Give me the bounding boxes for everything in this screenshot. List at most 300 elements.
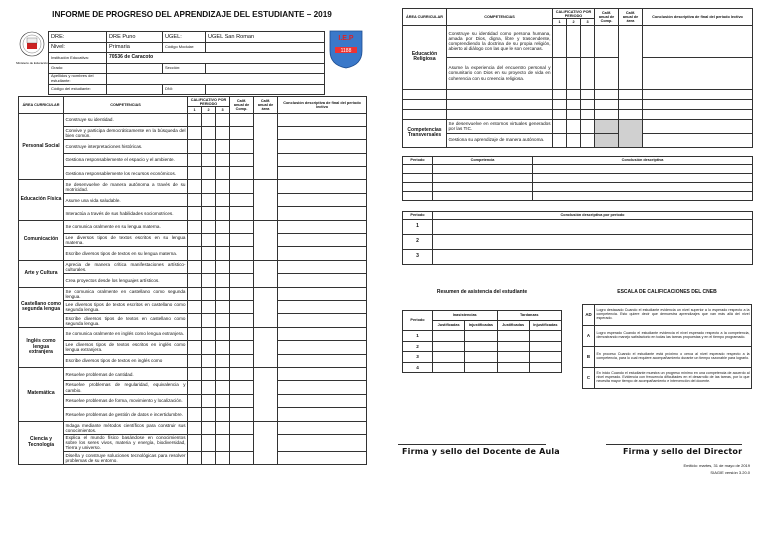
grade-annual-competencia (230, 327, 254, 340)
grade-annual-area (254, 113, 278, 180)
grade-period-2 (202, 381, 216, 394)
pc-cell (433, 182, 533, 191)
area-name: Comunicación (19, 220, 64, 260)
grade-period-2 (202, 394, 216, 407)
area-name: Educación Física (19, 180, 64, 220)
competencia-row (19, 140, 367, 153)
pc-cell (433, 173, 533, 182)
asistencia-row (403, 362, 562, 373)
grade-annual-competencia (230, 367, 254, 380)
competencia-text: Construye su identidad como persona humana, amada por Dios, digna, libre y trascendente, comprendiendo la doctrina de su propia religión, abierto al diálogo con las que le son cercanas. (447, 25, 553, 57)
conclusion-cell (643, 133, 753, 147)
competencia-text: Gestiona responsablemente los recursos económicos. (64, 167, 188, 180)
grade-period-2 (202, 260, 216, 273)
conclusion-cell (278, 354, 367, 367)
pc-competencia-header: Competencia (433, 156, 533, 164)
grade-period-3 (216, 381, 230, 394)
grade-period-3 (216, 327, 230, 340)
conclusion-cell (278, 287, 367, 300)
student-info-table (48, 31, 325, 95)
conclusion-cell (278, 381, 367, 394)
escala-description: En proceso Cuando el estudiante está próximo o cerca al nivel esperado respecto a la competencia, para lo cual requiere acompañamiento durante un tiempo razonable para lograrlo. (595, 347, 752, 368)
period-2-header: 2 (202, 107, 216, 113)
conclusion-cell (278, 140, 367, 153)
grade-period-2 (202, 220, 216, 233)
seccion-value (206, 63, 325, 74)
conclusion-header: Conclusión descriptiva de final del periodo lectivo (278, 97, 367, 114)
asistencia-cell (497, 362, 529, 373)
competencia-row (19, 381, 367, 394)
area-name: Castellano como segunda lengua (19, 287, 64, 327)
grade-annual-competencia (230, 234, 254, 247)
grade-period-1 (188, 381, 202, 394)
asistencia-title: Resumen de asistencia del estudiante (436, 289, 528, 295)
competencia-text: Escribe diversos tipos de textos en inglés como (64, 354, 188, 367)
conclusion-cell (278, 167, 367, 180)
grade-annual-competencia (230, 341, 254, 354)
grade-annual-competencia (230, 113, 254, 126)
as-tardanzas-header: Tardanzas (497, 311, 562, 321)
grade-period-3 (216, 367, 230, 380)
grade-period-2 (202, 167, 216, 180)
blank-row (403, 99, 753, 109)
as-justificadas-header: Justificadas (433, 321, 465, 331)
competencia-text: Lee diversos tipos de textos escritos en castellano como segunda lengua. (65, 302, 186, 313)
pc-periodo-header: Periodo (403, 156, 433, 164)
grade-annual-area (254, 327, 278, 367)
grade-period-2 (202, 327, 216, 340)
calif-anual-header: Calif. anual de Comp. (230, 97, 254, 114)
grade-period-3 (216, 113, 230, 126)
ie-value: 70536 de Caracoto (107, 53, 325, 64)
pc-cell (403, 191, 433, 200)
conclusion-cell (643, 99, 753, 109)
religion-table (402, 8, 753, 148)
grade-period-1 (188, 126, 202, 139)
pc-cell (403, 182, 433, 191)
grade-period-3 (216, 341, 230, 354)
grade-period-2 (202, 421, 216, 434)
pc-cell (533, 191, 753, 200)
r-area-header: ÁREA CURRICULAR (403, 9, 447, 26)
escala-grade: C (583, 368, 595, 389)
nivel-label: Nivel: (49, 42, 107, 53)
escala-row (583, 347, 752, 368)
competencia-row (19, 354, 367, 367)
apellidos-label: Apellidos y nombres del estudiante: (49, 74, 107, 85)
conclusion-cell (278, 207, 367, 220)
pc-cell (433, 191, 533, 200)
pc-cell (533, 164, 753, 173)
competencias-table (18, 96, 367, 465)
grade-period-2 (202, 408, 216, 421)
grade-period-1 (188, 260, 202, 273)
asistencia-cell (433, 362, 465, 373)
grade-annual-competencia (230, 314, 254, 327)
as-periodo-header: Periodo (403, 311, 433, 331)
grade-annual-competencia (595, 99, 619, 109)
grade-annual-competencia (230, 193, 254, 206)
asistencia-table (402, 310, 562, 373)
calif-area-header: Calif. anual de área (254, 97, 278, 114)
conclusion-cell (278, 260, 367, 273)
grade-period-3 (581, 109, 595, 119)
director-signature-line (606, 444, 742, 445)
conclusion-cell (278, 394, 367, 407)
grade-annual-competencia (230, 434, 254, 451)
competencia-row (19, 421, 367, 434)
grade-period-3 (216, 260, 230, 273)
competencia-row (19, 207, 367, 220)
grade-period-1 (188, 434, 202, 451)
grade-annual-area (254, 220, 278, 260)
competencia-text: Construye interpretaciones históricas. (64, 140, 188, 153)
escala-table (582, 304, 752, 389)
area-name: Arte y Cultura (19, 260, 64, 287)
codigo-modular-label: Código Modular: (163, 42, 206, 53)
competencia-row (19, 341, 367, 354)
grade-period-1 (188, 247, 202, 260)
competencia-text: Asume la experiencia del encuentro personal y comunitario con Dios en su proyecto de vida en coherencia con su creencia religiosa. (447, 57, 553, 89)
grade-annual-competencia (230, 247, 254, 260)
conclusion-cell (278, 314, 367, 327)
grade-annual-competencia (595, 25, 619, 57)
conclusion-cell (278, 153, 367, 166)
asistencia-periodo: 1 (403, 331, 433, 342)
pc-cell (533, 182, 753, 191)
area-name: Personal Social (19, 113, 64, 180)
school-logo-text: I.E.P (338, 35, 354, 42)
competencia-row (19, 247, 367, 260)
director-signature-label: Firma y sello del Director (623, 447, 743, 456)
conclusion-cell (278, 113, 367, 126)
grade-period-1 (188, 354, 202, 367)
conclusion-cell (278, 434, 367, 451)
asistencia-cell (433, 341, 465, 352)
as-justificadas-header-2: Justificadas (497, 321, 529, 331)
competencia-text: Indaga mediante métodos científicos para construir sus conocimientos. (65, 422, 186, 433)
grade-annual-competencia (230, 394, 254, 407)
grade-annual-area (619, 119, 643, 147)
apellidos-value (107, 74, 325, 85)
competencia-text (447, 99, 553, 109)
asistencia-cell (497, 352, 529, 363)
asistencia-cell (433, 352, 465, 363)
competencia-row (19, 367, 367, 380)
r-calificativo-header: CALIFICATIVO POR PERIODO (553, 9, 595, 19)
pc-conclusion-header: Conclusión descriptiva (533, 156, 753, 164)
conclusion-cell (643, 109, 753, 119)
area-header: ÁREA CURRICULAR (19, 97, 64, 114)
blank-row (403, 109, 753, 119)
grade-period-3 (581, 89, 595, 99)
conclusion-cell (278, 220, 367, 233)
asistencia-cell (529, 331, 561, 342)
blank-row (403, 89, 753, 99)
grade-period-1 (553, 133, 567, 147)
competencia-row (403, 25, 753, 57)
pc-cell (433, 164, 533, 173)
competencia-row (19, 300, 367, 313)
competencia-row (19, 220, 367, 233)
grade-period-2 (202, 287, 216, 300)
grade-period-1 (188, 314, 202, 327)
competencia-text: Gestiona responsablemente el espacio y el ambiente. (64, 153, 188, 166)
ministry-logo (18, 22, 46, 74)
r-calif-anual-header: Calif. anual de Comp. (595, 9, 619, 26)
grade-annual-competencia (230, 140, 254, 153)
grade-period-1 (188, 207, 202, 220)
grade-annual-competencia (595, 119, 619, 133)
escala-grade: A (583, 326, 595, 347)
escala-grade: AD (583, 305, 595, 326)
asistencia-cell (529, 341, 561, 352)
competencia-row (19, 408, 367, 421)
grade-period-2 (202, 207, 216, 220)
competencia-text: Resuelve problemas de regularidad, equivalencia y cambio. (65, 382, 186, 393)
ministry-logo-text: Ministerio de Educación (16, 61, 48, 65)
competencia-text: Se desenvuelve en entornos virtuales generados por las TIC. (448, 120, 551, 132)
escala-description: En inicio Cuando el estudiante muestra un progreso mínimo en una competencia de acuerdo al nivel esperado. Evidencia con frecuencia dificultades en el desarrollo de las tareas, por lo que necesita mayor tiempo de acompañamiento e intervención del docente. (595, 368, 752, 389)
grade-period-2 (567, 89, 581, 99)
competencia-text: Se desenvuelve de manera autónoma a través de su motricidad. (65, 181, 186, 192)
pd-cell (433, 219, 753, 234)
codigo-est-label: Código del estudiante: (49, 84, 107, 95)
grade-annual-competencia (230, 452, 254, 465)
r-period-1-header: 1 (553, 19, 567, 25)
grade-period-2 (202, 354, 216, 367)
grade-period-3 (216, 452, 230, 465)
grade-period-3 (216, 153, 230, 166)
grade-period-3 (216, 207, 230, 220)
grade-period-3 (216, 394, 230, 407)
pd-row-label: 1 (403, 219, 433, 234)
grade-annual-competencia (230, 220, 254, 233)
grade-period-1 (188, 220, 202, 233)
asistencia-cell (497, 331, 529, 342)
grade-period-1 (188, 367, 202, 380)
escala-description: Logro esperado Cuando el estudiante evidencia el nivel esperado respecto a la competencia, demostrando manejo satisfactorio en todas las tareas propuestas y en el tiempo programado. (595, 326, 752, 347)
pd-conclusion-header: Conclusión descriptiva por periodo (433, 211, 753, 219)
grade-period-3 (216, 247, 230, 260)
grade-period-1 (188, 193, 202, 206)
grade-annual-competencia (230, 260, 254, 273)
left-page (18, 8, 366, 465)
grade-period-1 (553, 109, 567, 119)
competencia-row (403, 119, 753, 133)
conclusion-cell (643, 119, 753, 133)
grade-period-2 (202, 140, 216, 153)
ugel-label: UGEL: (163, 32, 206, 43)
competencia-text: Interactúa a través de sus habilidades sociomotrices. (64, 207, 188, 220)
grade-period-3 (216, 126, 230, 139)
escala-row (583, 368, 752, 389)
grade-period-1 (188, 180, 202, 193)
conclusion-cell (278, 421, 367, 434)
competencia-text: Asume una vida saludable. (64, 193, 188, 206)
competencia-row (19, 113, 367, 126)
as-inasistencias-header: Inasistencias (433, 311, 498, 321)
conclusion-cell (643, 57, 753, 89)
grade-period-1 (553, 57, 567, 89)
grade-period-2 (202, 274, 216, 287)
competencia-text: Lee diversos tipos de textos escritos en su lengua materna. (65, 235, 186, 246)
asistencia-cell (497, 341, 529, 352)
ugel-value: UGEL San Roman (206, 32, 325, 43)
grade-annual-area (619, 89, 643, 99)
competencia-text: Crea proyectos desde los lenguajes artísticos. (64, 274, 188, 287)
grade-annual-competencia (595, 57, 619, 89)
grade-annual-competencia (595, 89, 619, 99)
escala-title: ESCALA DE CALIFICACIONES DEL CNEB (617, 289, 717, 295)
pd-periodo-header: Periodo (403, 211, 433, 219)
grade-annual-area (254, 180, 278, 220)
grade-annual-area (254, 260, 278, 287)
competencia-text: Gestiona su aprendizaje de manera autónoma. (447, 133, 553, 147)
grade-period-3 (216, 300, 230, 313)
grade-period-3 (216, 421, 230, 434)
grade-annual-competencia (230, 408, 254, 421)
grade-period-1 (188, 153, 202, 166)
dni-value (206, 84, 325, 95)
grade-period-2 (567, 119, 581, 133)
grade-annual-competencia (230, 167, 254, 180)
grade-annual-competencia (230, 207, 254, 220)
asistencia-cell (529, 362, 561, 373)
competencia-text: Escribe diversos tipos de textos en su lengua materna. (64, 247, 188, 260)
competencia-row (19, 274, 367, 287)
pc-cell (533, 173, 753, 182)
competencias-header: COMPETENCIAS (64, 97, 188, 114)
grade-annual-competencia (595, 133, 619, 147)
conclusion-cell (278, 341, 367, 354)
grade-period-3 (581, 119, 595, 133)
grade-period-2 (202, 193, 216, 206)
dni-label: DNI: (163, 84, 206, 95)
dre-value: DRE Puno (107, 32, 163, 43)
conclusion-cell (278, 327, 367, 340)
grade-period-2 (202, 314, 216, 327)
grade-period-2 (202, 247, 216, 260)
grade-period-2 (202, 153, 216, 166)
grade-period-2 (202, 341, 216, 354)
pd-row-label: 3 (403, 249, 433, 264)
grade-period-2 (567, 133, 581, 147)
ie-label: Institución Educativa: (49, 53, 107, 64)
grade-period-1 (188, 113, 202, 126)
nivel-value: Primaria (107, 42, 163, 53)
grade-period-3 (216, 434, 230, 451)
competencia-text: Escribe diversos tipos de textos en castellano como segunda lengua. (65, 315, 186, 326)
grade-period-3 (216, 287, 230, 300)
grade-period-3 (581, 25, 595, 57)
docente-signature-label: Firma y sello del Docente de Aula (402, 447, 560, 456)
escala-row (583, 305, 752, 326)
competencia-text: Resuelve problemas de forma, movimiento y localización. (64, 394, 188, 407)
grade-period-2 (567, 99, 581, 109)
r-period-3-header: 3 (581, 19, 595, 25)
grade-annual-competencia (230, 126, 254, 139)
asistencia-periodo: 2 (403, 341, 433, 352)
as-injustificadas-header: Injustificadas (465, 321, 497, 331)
grade-period-1 (188, 234, 202, 247)
grade-annual-area (254, 367, 278, 421)
grade-period-2 (202, 113, 216, 126)
period-1-header: 1 (188, 107, 202, 113)
competencia-text: Aprecia de manera crítica manifestaciones artístico-culturales. (65, 261, 186, 272)
grade-period-3 (216, 140, 230, 153)
seccion-label: Sección: (163, 63, 206, 74)
competencia-row (19, 394, 367, 407)
asistencia-cell (433, 331, 465, 342)
grade-period-2 (202, 126, 216, 139)
conclusion-cell (278, 274, 367, 287)
codigo-est-value (107, 84, 163, 95)
grade-annual-area (619, 109, 643, 119)
area-name (403, 89, 447, 99)
grade-period-1 (188, 341, 202, 354)
conclusion-cell (643, 25, 753, 57)
grade-period-3 (216, 354, 230, 367)
asistencia-cell (465, 331, 497, 342)
asistencia-cell (465, 341, 497, 352)
escala-description: Logro destacado Cuando el estudiante evidencia un nivel superior a lo esperado respecto a la competencia. Esto quiere decir que demuestra aprendizajes que van más allá del nivel esperado. (595, 305, 752, 326)
grade-period-1 (188, 167, 202, 180)
grade-annual-competencia (230, 287, 254, 300)
conclusion-cell (278, 408, 367, 421)
competencia-text: Se comunica oralmente en castellano como segunda lengua. (65, 288, 186, 299)
grade-annual-competencia (230, 381, 254, 394)
emitido-text: Emitido: martes, 31 de mayo de 2019 (683, 463, 750, 468)
grade-period-1 (188, 274, 202, 287)
area-name (403, 109, 447, 119)
grade-period-1 (188, 140, 202, 153)
competencia-text: Resuelve problemas de cantidad. (64, 367, 188, 380)
competencia-row (19, 452, 367, 465)
competencia-text (447, 109, 553, 119)
grade-annual-area (254, 287, 278, 327)
r-conclusion-header: Conclusión descriptiva de final del periodo lectivo (643, 9, 753, 26)
grade-period-1 (188, 327, 202, 340)
escala-row (583, 326, 752, 347)
asistencia-row (403, 331, 562, 342)
grade-period-1 (553, 119, 567, 133)
competencia-row (19, 167, 367, 180)
competencia-text: Resuelve problemas de gestión de datos e incertidumbre. (64, 408, 188, 421)
area-name (403, 99, 447, 109)
competencia-row (19, 314, 367, 327)
competencia-row (19, 193, 367, 206)
grade-period-3 (216, 234, 230, 247)
grade-period-3 (216, 167, 230, 180)
grade-period-2 (567, 57, 581, 89)
grade-period-2 (202, 234, 216, 247)
version-text: SIAGIE versión 3.20.0 (710, 470, 750, 475)
report-title: INFORME DE PROGRESO DEL APRENDIZAJE DEL ESTUDIANTE – 2019 (52, 10, 332, 19)
grade-period-3 (581, 57, 595, 89)
grade-period-1 (188, 394, 202, 407)
grade-period-2 (202, 434, 216, 451)
grade-period-2 (202, 300, 216, 313)
area-name: Ciencia y Tecnología (19, 421, 64, 465)
competencia-row (19, 234, 367, 247)
period-3-header: 3 (216, 107, 230, 113)
competencia-text: Se comunica oralmente en inglés como lengua extranjera. (64, 327, 188, 340)
header-block (18, 8, 366, 94)
grade-period-3 (216, 314, 230, 327)
area-name: Educación Religiosa (403, 25, 447, 89)
grade-period-2 (202, 180, 216, 193)
